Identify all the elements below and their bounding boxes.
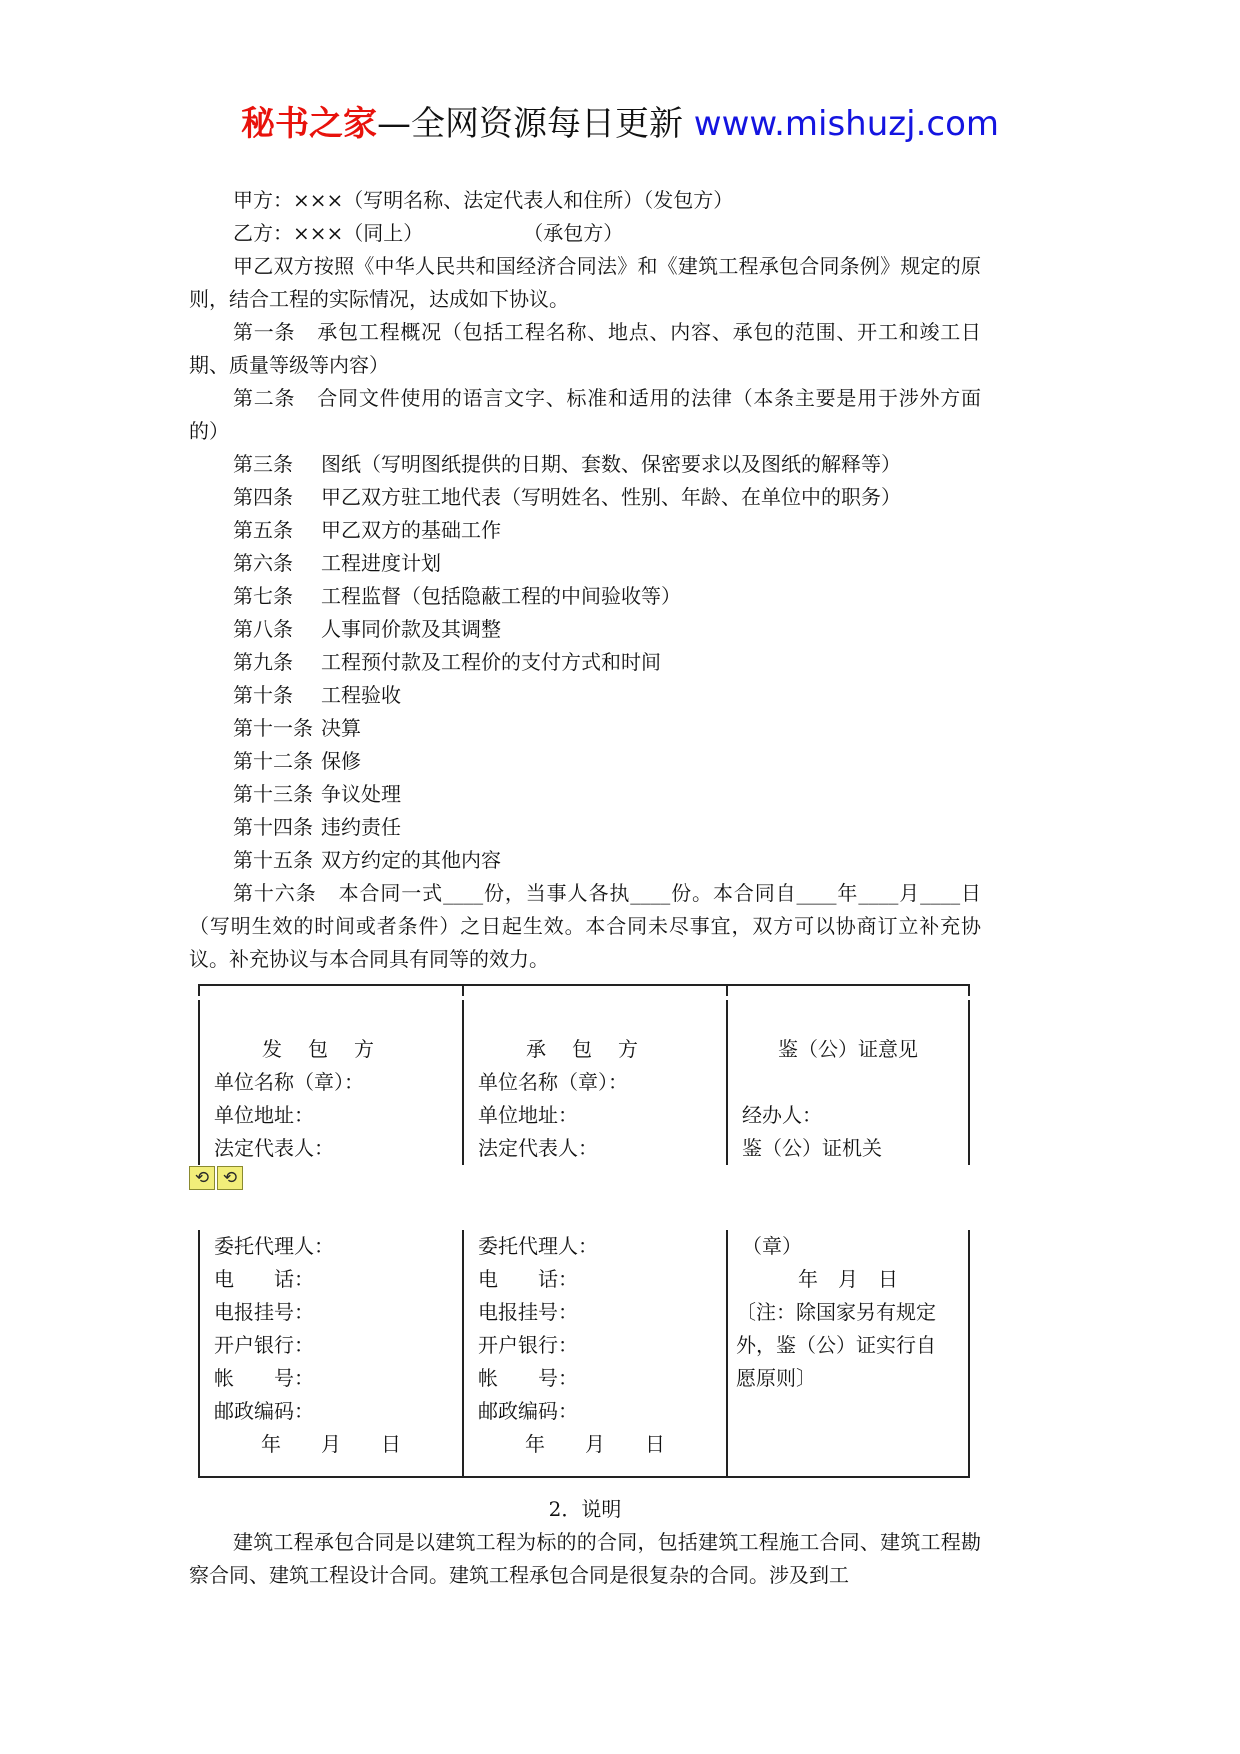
- article-number: 第十一条: [233, 716, 313, 740]
- employer-telegraph: 电报挂号：: [198, 1296, 462, 1329]
- table-row: [198, 1033, 970, 1066]
- article-list: [189, 316, 981, 976]
- article-text: 违约责任: [321, 815, 401, 839]
- intro-paragraph: 甲乙双方按照《中华人民共和国经济合同法》和《建筑工程承包合同条例》规定的原则，结合工程的实际情况，达成如下协议。: [189, 254, 981, 311]
- notary-seal: （章）: [726, 1230, 970, 1263]
- table-row: [198, 1099, 970, 1132]
- article-item: [189, 646, 981, 679]
- article-item: [189, 316, 981, 382]
- employer-unit-name: 单位名称（章）：: [198, 1066, 462, 1099]
- article-item: [189, 679, 981, 712]
- table-row: [198, 1066, 970, 1099]
- table-tick: [198, 984, 200, 996]
- article-item: [189, 448, 981, 481]
- article-number: 第十四条: [233, 815, 313, 839]
- contract-body: [189, 184, 981, 976]
- link-icon[interactable]: ⟲: [189, 1166, 215, 1190]
- employer-heading: 发包方: [198, 1033, 462, 1066]
- article-number: 第一条: [233, 320, 296, 344]
- employer-postcode: 邮政编码：: [198, 1395, 462, 1428]
- article-number: 第十条: [233, 683, 293, 707]
- contractor-postcode: 邮政编码：: [462, 1395, 726, 1428]
- article-text: 争议处理: [321, 782, 401, 806]
- notary-org: 鉴（公）证机关: [726, 1132, 970, 1165]
- employer-unit-address: 单位地址：: [198, 1099, 462, 1132]
- table-row: [198, 1395, 970, 1428]
- article-number: 第十六条: [233, 881, 317, 905]
- article-item: [189, 382, 981, 448]
- article-text: 人事同价款及其调整: [321, 617, 501, 641]
- table-row: [198, 1461, 970, 1477]
- article-text: 本合同一式____份，当事人各执____份。本合同自____年____月____日（写明生效的时间或者条件）之日起生效。本合同未尽事宜，双方可以协商订立补充协议。补充协议与本合同具有同等的效力。: [189, 881, 982, 971]
- site-banner: [0, 96, 1240, 152]
- contractor-phone: 电 话：: [462, 1263, 726, 1296]
- notary-handler: 经办人：: [726, 1099, 970, 1132]
- banner-url-link[interactable]: www.mishuzj.com: [693, 104, 999, 144]
- section-paragraph: 建筑工程承包合同是以建筑工程为标的的合同，包括建筑工程施工合同、建筑工程勘察合同、建筑工程设计合同。建筑工程承包合同是很复杂的合同。涉及到工: [189, 1530, 981, 1587]
- table-tick: [726, 984, 728, 996]
- employer-bank: 开户银行：: [198, 1329, 462, 1362]
- employer-account: 帐 号：: [198, 1362, 462, 1395]
- contractor-heading: 承包方: [462, 1033, 726, 1066]
- notary-date: 年 月 日: [726, 1263, 970, 1296]
- article-number: 第二条: [233, 386, 296, 410]
- employer-legal-rep: 法定代表人：: [198, 1132, 462, 1165]
- article-item: [189, 514, 981, 547]
- article-text: 双方约定的其他内容: [321, 848, 501, 872]
- table-tick: [968, 984, 970, 996]
- article-number: 第五条: [233, 518, 293, 542]
- article-item: [189, 745, 981, 778]
- article-item: [189, 811, 981, 844]
- table-bottom-border: [198, 1476, 970, 1478]
- contractor-account: 帐 号：: [462, 1362, 726, 1395]
- table-row: [198, 1230, 970, 1263]
- article-item: [189, 877, 981, 976]
- article-text: 工程进度计划: [321, 551, 441, 575]
- article-number: 第九条: [233, 650, 293, 674]
- article-text: 工程预付款及工程价的支付方式和时间: [321, 650, 661, 674]
- table-row: [198, 1263, 970, 1296]
- contractor-date: 年 月 日: [462, 1428, 726, 1461]
- article-number: 第四条: [233, 485, 293, 509]
- party-a: 甲方：×××（写明名称、法定代表人和住所）（发包方）: [233, 188, 734, 212]
- banner-tagline: —全网资源每日更新: [376, 104, 694, 144]
- article-item: [189, 613, 981, 646]
- table-top-border: [198, 984, 970, 986]
- article-item: [189, 712, 981, 745]
- article-item: [189, 778, 981, 811]
- table-tick: [462, 984, 464, 996]
- article-number: 第七条: [233, 584, 293, 608]
- contractor-bank: 开户银行：: [462, 1329, 726, 1362]
- article-item: [189, 481, 981, 514]
- contractor-agent: 委托代理人：: [462, 1230, 726, 1263]
- contractor-unit-name: 单位名称（章）：: [462, 1066, 726, 1099]
- article-number: 第十二条: [233, 749, 313, 773]
- employer-date: 年 月 日: [198, 1428, 462, 1461]
- section-2: [189, 1493, 981, 1592]
- contractor-unit-address: 单位地址：: [462, 1099, 726, 1132]
- party-b: 乙方：×××（同上） （承包方）: [233, 221, 624, 245]
- contractor-legal-rep: 法定代表人：: [462, 1132, 726, 1165]
- article-item: [189, 547, 981, 580]
- article-text: 图纸（写明图纸提供的日期、套数、保密要求以及图纸的解释等）: [321, 452, 901, 476]
- notary-note-line1: 〔注：除国家另有规定: [726, 1296, 970, 1329]
- notary-note-line2: 外，鉴（公）证实行自: [726, 1329, 970, 1362]
- article-item: [189, 580, 981, 613]
- link-icon[interactable]: ⟲: [217, 1166, 243, 1190]
- embedded-icons: [189, 1166, 243, 1190]
- article-text: 保修: [321, 749, 361, 773]
- table-row: [198, 1132, 970, 1165]
- notary-note-line3: 愿原则〕: [726, 1362, 970, 1395]
- signature-table-lower: [198, 1230, 970, 1477]
- article-text: 工程监督（包括隐蔽工程的中间验收等）: [321, 584, 681, 608]
- article-text: 甲乙双方驻工地代表（写明姓名、性别、年龄、在单位中的职务）: [321, 485, 901, 509]
- article-text: 决算: [321, 716, 361, 740]
- table-row: [198, 1000, 970, 1033]
- employer-agent: 委托代理人：: [198, 1230, 462, 1263]
- article-number: 第三条: [233, 452, 293, 476]
- article-number: 第十三条: [233, 782, 313, 806]
- article-text: 甲乙双方的基础工作: [321, 518, 501, 542]
- article-number: 第八条: [233, 617, 293, 641]
- signature-table-upper: [198, 1000, 970, 1165]
- brand-name: 秘书之家: [240, 104, 377, 144]
- article-number: 第十五条: [233, 848, 313, 872]
- article-item: [189, 844, 981, 877]
- article-number: 第六条: [233, 551, 293, 575]
- article-text: 承包工程概况（包括工程名称、地点、内容、承包的范围、开工和竣工日期、质量等级等内容）: [189, 320, 982, 377]
- table-row: [198, 1296, 970, 1329]
- table-row: [198, 1428, 970, 1461]
- article-text: 工程验收: [321, 683, 401, 707]
- section-title: 2．说明: [548, 1497, 622, 1521]
- article-text: 合同文件使用的语言文字、标准和适用的法律（本条主要是用于涉外方面的）: [189, 386, 982, 443]
- contractor-telegraph: 电报挂号：: [462, 1296, 726, 1329]
- table-row: [198, 1362, 970, 1395]
- table-row: [198, 1329, 970, 1362]
- notary-heading: 鉴（公）证意见: [726, 1033, 970, 1066]
- employer-phone: 电 话：: [198, 1263, 462, 1296]
